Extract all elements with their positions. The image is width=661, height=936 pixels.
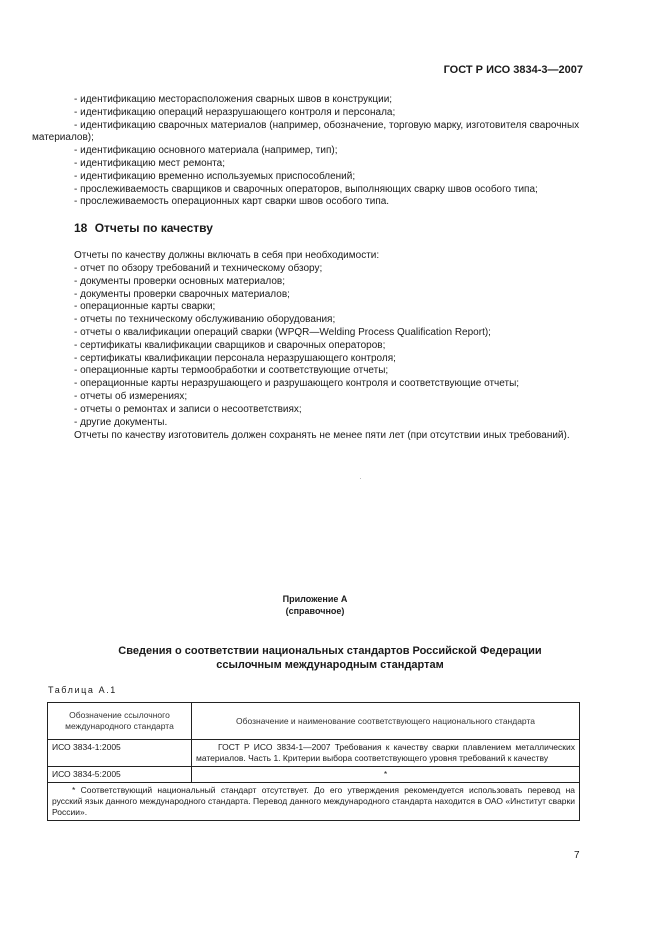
identification-list bbox=[32, 94, 586, 209]
list-item: - другие документы. bbox=[74, 416, 168, 428]
list-item: - идентификацию основного материала (например, тип); bbox=[74, 145, 338, 157]
list-item: - прослеживаемость сварщиков и сварочных операторов, выполняющих сварку швов особого типа; bbox=[74, 183, 538, 195]
list-item: - идентификацию сварочных материалов (например, обозначение, торговую марку, изготовителя сварочных материалов); bbox=[32, 119, 580, 144]
section-heading bbox=[74, 221, 213, 235]
list-item: - идентификацию временно используемых приспособлений; bbox=[74, 170, 356, 182]
table-footnote: * Соответствующий национальный стандарт отсутствует. До его утверждения рекомендуется использовать перевод на русский язык данного международного стандарта. Перевод данного международного стандарта находится в ОАО «Институт сварки России». bbox=[48, 783, 580, 821]
annex-title bbox=[60, 644, 600, 672]
list-item: - отчеты об измерениях; bbox=[74, 390, 188, 402]
list-item: - прослеживаемость операционных карт сварки швов особого типа. bbox=[74, 196, 390, 208]
annex-label: Приложение А bbox=[282, 594, 348, 604]
section-title: Отчеты по качеству bbox=[94, 221, 213, 235]
quality-reports-list bbox=[74, 263, 584, 429]
table-header-cell: Обозначение и наименование соответствующего национального стандарта bbox=[192, 703, 580, 740]
list-item: - идентификацию операций неразрушающего контроля и персонала; bbox=[74, 106, 396, 118]
list-item: - операционные карты сварки; bbox=[74, 301, 216, 313]
list-item: - идентификацию месторасположения сварных швов в конструкции; bbox=[74, 94, 393, 105]
document-header: ГОСТ Р ИСО 3834-3—2007 bbox=[443, 64, 583, 76]
table-cell: ИСО 3834-1:2005 bbox=[48, 740, 192, 767]
list-item: - отчеты о квалификации операций сварки (WPQR—Welding Process Qualification Report); bbox=[74, 326, 491, 338]
list-item: - операционные карты неразрушающего и разрушающего контроля и соответствующие отчеты; bbox=[74, 378, 520, 390]
table-label: Таблица А.1 bbox=[48, 685, 117, 695]
annex-title-line: ссылочным международным стандартам bbox=[216, 659, 444, 671]
scan-speck bbox=[360, 478, 361, 479]
table-cell: * bbox=[192, 767, 580, 783]
page-number: 7 bbox=[574, 850, 580, 861]
list-item: - документы проверки основных материалов; bbox=[74, 275, 285, 287]
list-item: - идентификацию мест ремонта; bbox=[74, 157, 226, 169]
annex-title-line: Сведения о соответствии национальных стандартов Российской Федерации bbox=[118, 645, 542, 657]
table-header-row bbox=[48, 703, 580, 740]
section-number: 18 bbox=[74, 221, 88, 235]
annex-kind: (справочное) bbox=[285, 606, 345, 616]
list-item: - сертификаты квалификации персонала неразрушающего контроля; bbox=[74, 352, 396, 364]
table-header-cell: Обозначение ссылочного международного стандарта bbox=[48, 703, 192, 740]
table-footnote-row bbox=[48, 783, 580, 821]
annex-heading bbox=[215, 593, 415, 617]
list-item: - сертификаты квалификации сварщиков и сварочных операторов; bbox=[74, 339, 386, 351]
list-item: - отчеты по техническому обслуживанию оборудования; bbox=[74, 314, 336, 326]
list-item: - документы проверки сварочных материалов; bbox=[74, 288, 290, 300]
table-row bbox=[48, 740, 580, 767]
retention-paragraph: Отчеты по качеству изготовитель должен сохранять не менее пяти лет (при отсутствии иных требований). bbox=[74, 430, 570, 441]
table-cell: ИСО 3834-5:2005 bbox=[48, 767, 192, 783]
list-item: - операционные карты термообработки и соответствующие отчеты; bbox=[74, 365, 389, 377]
table-cell: ГОСТ Р ИСО 3834-1—2007 Требования к качеству сварки плавлением металлических материалов. Часть 1. Критерии выбора соответствующего уровня требований к качеству bbox=[192, 740, 580, 767]
table-row bbox=[48, 767, 580, 783]
list-item: - отчеты о ремонтах и записи о несоответствиях; bbox=[74, 403, 302, 415]
correspondence-table bbox=[47, 702, 580, 821]
list-item: - отчет по обзору требований и техническому обзору; bbox=[74, 263, 323, 274]
section-intro: Отчеты по качеству должны включать в себя при необходимости: bbox=[74, 250, 380, 261]
